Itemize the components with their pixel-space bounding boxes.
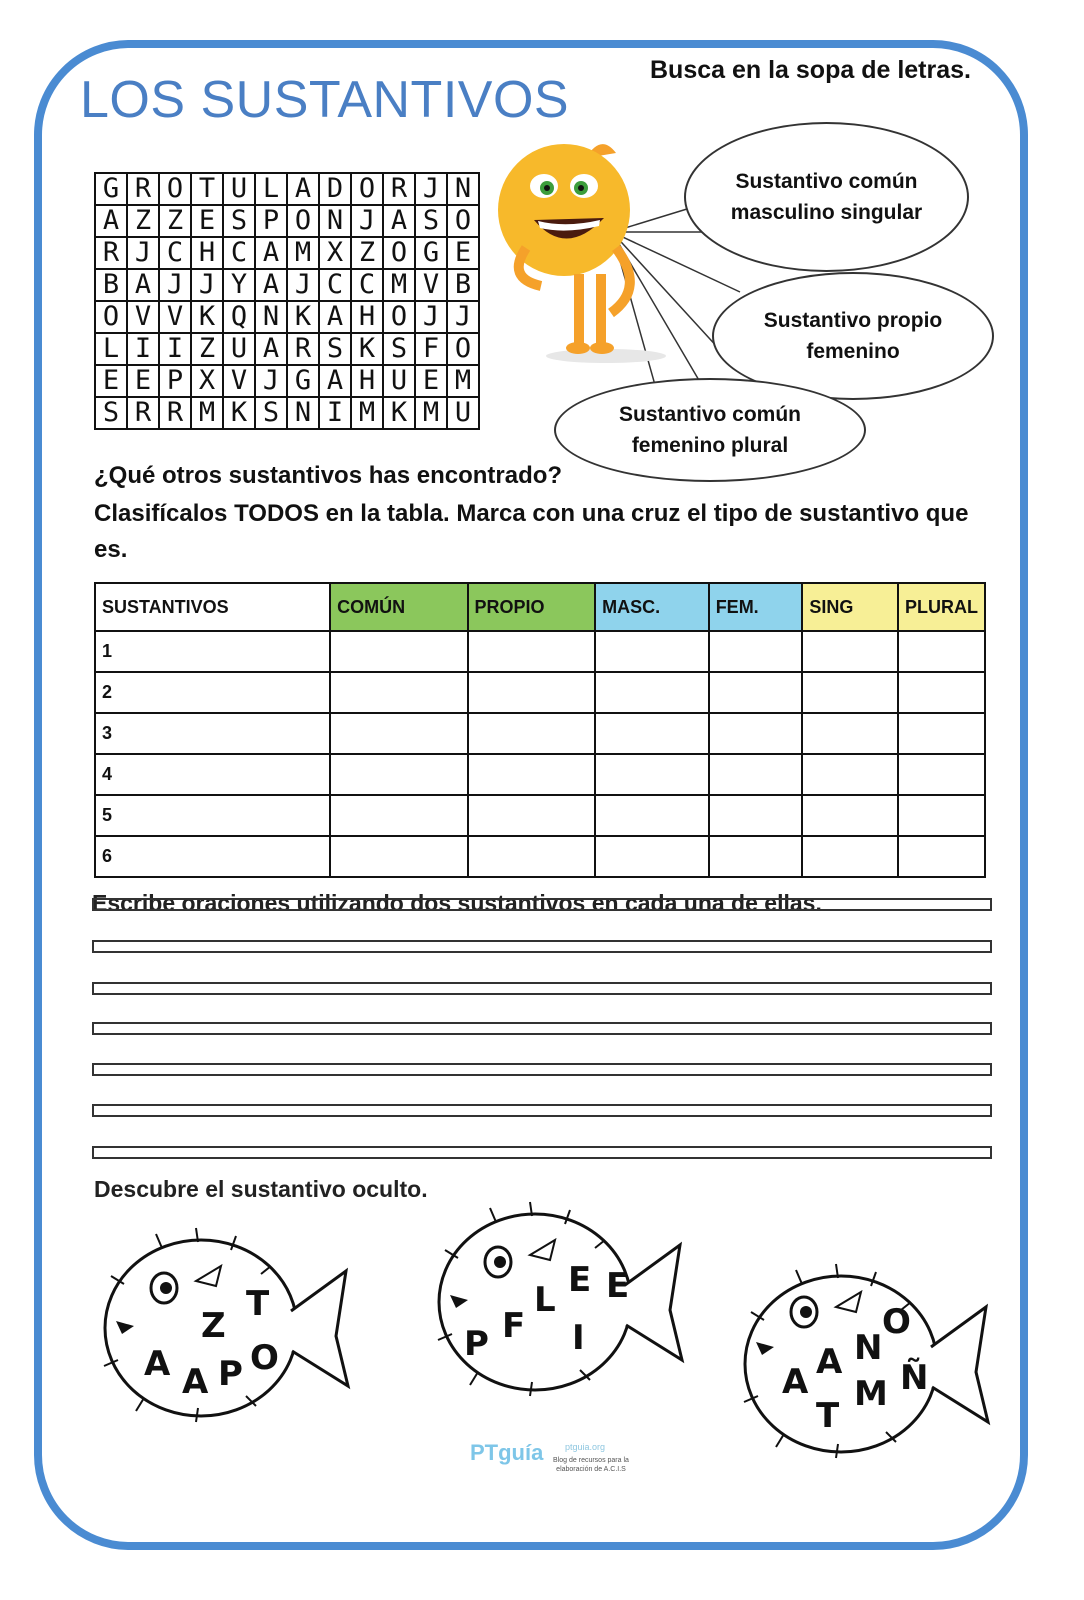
word-search-cell[interactable]: A [319, 365, 351, 397]
check-cell[interactable] [468, 754, 596, 795]
fish-letter: F [502, 1306, 526, 1346]
word-search-cell[interactable]: N [255, 301, 287, 333]
fish-letter: E [568, 1260, 592, 1300]
writing-line[interactable] [92, 898, 992, 911]
word-search-cell[interactable]: J [159, 269, 191, 301]
word-search-cell[interactable]: J [415, 301, 447, 333]
pufferfish-3 [736, 1262, 996, 1462]
word-search-cell[interactable]: P [159, 365, 191, 397]
bubble-text: Sustantivo común masculino singular [730, 170, 923, 224]
row-number[interactable]: 1 [95, 631, 330, 672]
header-sing: SING [802, 583, 898, 631]
word-search-cell[interactable]: H [191, 237, 223, 269]
word-search-cell[interactable]: N [287, 397, 319, 429]
word-search-cell[interactable]: M [447, 365, 479, 397]
emoji-character-illustration [496, 128, 676, 368]
word-search-cell[interactable]: A [383, 205, 415, 237]
word-search-cell[interactable]: J [191, 269, 223, 301]
fish-letter: M [854, 1374, 888, 1414]
word-search-cell[interactable]: C [159, 237, 191, 269]
fish-letter: O [250, 1338, 279, 1378]
check-cell[interactable] [802, 631, 898, 672]
check-cell[interactable] [330, 713, 467, 754]
word-search-cell[interactable]: R [127, 397, 159, 429]
fish-letter: L [534, 1280, 556, 1320]
row-number[interactable]: 3 [95, 713, 330, 754]
check-cell[interactable] [468, 713, 596, 754]
word-search-cell[interactable]: Q [223, 301, 255, 333]
word-search-cell[interactable]: V [159, 301, 191, 333]
page-title: LOS SUSTANTIVOS [80, 71, 570, 129]
writing-line[interactable] [92, 982, 992, 995]
word-search-cell[interactable]: T [191, 173, 223, 205]
check-cell[interactable] [595, 672, 709, 713]
word-search-cell[interactable]: R [287, 333, 319, 365]
fish-letter: T [816, 1396, 840, 1436]
word-search-cell[interactable]: J [287, 269, 319, 301]
word-search-cell[interactable]: D [319, 173, 351, 205]
word-search-cell[interactable]: X [191, 365, 223, 397]
word-search-cell[interactable]: B [447, 269, 479, 301]
word-search-cell[interactable]: M [287, 237, 319, 269]
check-cell[interactable] [468, 631, 596, 672]
fish-letter: A [182, 1362, 209, 1402]
table-row [95, 836, 985, 877]
logo-site: ptguia.org [565, 1442, 606, 1452]
word-search-cell[interactable]: J [415, 173, 447, 205]
word-search-cell[interactable]: J [351, 205, 383, 237]
header-propio: PROPIO [468, 583, 596, 631]
word-search-cell[interactable]: A [255, 333, 287, 365]
sentences-instruction: Escribe oraciones utilizando dos sustantivos en cada una de ellas. [92, 890, 822, 916]
fish-letter: O [882, 1302, 911, 1342]
check-cell[interactable] [595, 713, 709, 754]
word-search-cell[interactable]: M [191, 397, 223, 429]
word-search-cell[interactable]: Y [223, 269, 255, 301]
word-search-cell[interactable]: C [319, 269, 351, 301]
word-search-cell[interactable]: H [351, 365, 383, 397]
fish-letter: A [816, 1342, 843, 1382]
header-plural: PLURAL [898, 583, 985, 631]
word-search-cell[interactable]: M [383, 269, 415, 301]
table-row [95, 795, 985, 836]
word-search-cell[interactable]: P [255, 205, 287, 237]
word-search-cell[interactable]: V [415, 269, 447, 301]
word-search-row [95, 397, 479, 429]
word-search-cell[interactable]: F [415, 333, 447, 365]
check-cell[interactable] [468, 672, 596, 713]
fish-letter: P [218, 1354, 243, 1394]
word-search-cell[interactable]: H [351, 301, 383, 333]
check-cell[interactable] [898, 836, 985, 877]
word-search-cell[interactable]: V [127, 301, 159, 333]
word-search-cell[interactable]: U [383, 365, 415, 397]
check-cell[interactable] [898, 713, 985, 754]
word-search-cell[interactable]: M [415, 397, 447, 429]
word-search-row [95, 333, 479, 365]
word-search-cell[interactable]: C [223, 237, 255, 269]
check-cell[interactable] [595, 795, 709, 836]
word-search-cell[interactable]: E [447, 237, 479, 269]
check-cell[interactable] [330, 795, 467, 836]
table-row [95, 631, 985, 672]
word-search-row [95, 365, 479, 397]
check-cell[interactable] [330, 631, 467, 672]
header-comun: COMÚN [330, 583, 467, 631]
word-search-cell[interactable]: L [255, 173, 287, 205]
word-search-cell[interactable]: J [127, 237, 159, 269]
word-search-cell[interactable]: V [223, 365, 255, 397]
word-search-cell[interactable]: B [95, 269, 127, 301]
logo-mark: PTguía [470, 1440, 544, 1465]
check-cell[interactable] [330, 672, 467, 713]
word-search-cell[interactable]: K [191, 301, 223, 333]
pufferfish-1 [96, 1226, 356, 1426]
word-search-cell[interactable]: E [415, 365, 447, 397]
hidden-noun-instruction: Descubre el sustantivo oculto. [94, 1176, 428, 1202]
word-search-cell[interactable]: E [95, 365, 127, 397]
word-search-cell[interactable]: S [255, 397, 287, 429]
word-search-cell[interactable]: A [287, 173, 319, 205]
word-search-cell[interactable]: O [287, 205, 319, 237]
check-cell[interactable] [709, 631, 803, 672]
header-sustantivos: SUSTANTIVOS [95, 583, 330, 631]
word-search-cell[interactable]: R [95, 237, 127, 269]
check-cell[interactable] [802, 754, 898, 795]
fish-letter: I [572, 1318, 585, 1358]
check-cell[interactable] [802, 795, 898, 836]
word-search-cell[interactable]: K [287, 301, 319, 333]
word-search-cell[interactable]: O [95, 301, 127, 333]
word-search-cell[interactable]: Z [159, 205, 191, 237]
word-search-cell[interactable]: G [415, 237, 447, 269]
row-number[interactable]: 6 [95, 836, 330, 877]
word-search-cell[interactable]: O [159, 173, 191, 205]
fish-letter: N [854, 1328, 883, 1368]
check-cell[interactable] [709, 672, 803, 713]
word-search-cell[interactable]: A [127, 269, 159, 301]
word-search-cell[interactable]: A [255, 269, 287, 301]
word-search-cell[interactable]: S [95, 397, 127, 429]
check-cell[interactable] [802, 713, 898, 754]
word-search-cell[interactable]: U [223, 333, 255, 365]
check-cell[interactable] [802, 672, 898, 713]
check-cell[interactable] [330, 754, 467, 795]
word-search-cell[interactable]: J [447, 301, 479, 333]
row-number[interactable]: 4 [95, 754, 330, 795]
word-search-cell[interactable]: C [351, 269, 383, 301]
pufferfish-icon [96, 1226, 356, 1426]
classification-table [94, 582, 986, 878]
word-search-cell[interactable]: R [159, 397, 191, 429]
check-cell[interactable] [898, 631, 985, 672]
word-search-cell[interactable]: N [447, 173, 479, 205]
check-cell[interactable] [468, 795, 596, 836]
check-cell[interactable] [330, 836, 467, 877]
check-cell[interactable] [709, 836, 803, 877]
word-search-cell[interactable]: G [287, 365, 319, 397]
writing-line[interactable] [92, 1063, 992, 1076]
word-search-cell[interactable]: O [447, 333, 479, 365]
word-search-instruction: Busca en la sopa de letras. [650, 56, 971, 84]
word-search-cell[interactable]: K [223, 397, 255, 429]
fish-letter: A [144, 1344, 171, 1384]
word-search-cell[interactable]: S [319, 333, 351, 365]
ptguia-logo[interactable] [470, 1440, 650, 1490]
word-search-cell[interactable]: O [383, 237, 415, 269]
fish-letter: Ñ [900, 1358, 929, 1398]
word-search-grid [94, 172, 480, 430]
check-cell[interactable] [898, 754, 985, 795]
check-cell[interactable] [709, 713, 803, 754]
word-search-cell[interactable]: N [319, 205, 351, 237]
word-search-cell[interactable]: X [319, 237, 351, 269]
fish-letter: P [464, 1324, 489, 1364]
table-row [95, 672, 985, 713]
check-cell[interactable] [595, 631, 709, 672]
word-search-cell[interactable]: Z [351, 237, 383, 269]
fish-letter: E [606, 1266, 630, 1306]
word-search-cell[interactable]: A [95, 205, 127, 237]
writing-line[interactable] [92, 940, 992, 953]
word-search-cell[interactable]: O [351, 173, 383, 205]
word-search-cell[interactable]: K [351, 333, 383, 365]
word-search-cell[interactable]: I [319, 397, 351, 429]
word-search-cell[interactable]: K [383, 397, 415, 429]
pufferfish-2 [430, 1200, 690, 1400]
word-search-cell[interactable]: R [127, 173, 159, 205]
question-found-nouns: ¿Qué otros sustantivos has encontrado? [94, 462, 563, 489]
pufferfish-icon [430, 1200, 690, 1400]
word-search-row [95, 237, 479, 269]
word-search-cell[interactable]: M [351, 397, 383, 429]
word-search-cell[interactable]: S [415, 205, 447, 237]
word-search-cell[interactable]: E [127, 365, 159, 397]
word-search-cell[interactable]: O [447, 205, 479, 237]
row-number[interactable]: 5 [95, 795, 330, 836]
check-cell[interactable] [898, 672, 985, 713]
bubble-text: Sustantivo común femenino plural [618, 403, 802, 457]
check-cell[interactable] [595, 754, 709, 795]
word-search-cell[interactable]: I [127, 333, 159, 365]
word-search-cell[interactable]: A [255, 237, 287, 269]
check-cell[interactable] [709, 754, 803, 795]
word-search-cell[interactable]: S [383, 333, 415, 365]
word-search-cell[interactable]: Z [127, 205, 159, 237]
word-search-cell[interactable]: E [191, 205, 223, 237]
writing-line[interactable] [92, 1104, 992, 1117]
word-search-cell[interactable]: I [159, 333, 191, 365]
word-search-cell[interactable]: U [223, 173, 255, 205]
speech-bubble-common-feminine-plural [554, 378, 866, 482]
writing-line[interactable] [92, 1022, 992, 1035]
check-cell[interactable] [898, 795, 985, 836]
word-search-row [95, 301, 479, 333]
word-search-row [95, 269, 479, 301]
row-number[interactable]: 2 [95, 672, 330, 713]
question-classify: Clasifícalos TODOS en la tabla. Marca con una cruz el tipo de sustantivo que es. [94, 500, 969, 563]
word-search-row [95, 205, 479, 237]
writing-line[interactable] [92, 1146, 992, 1159]
word-search-cell[interactable]: G [95, 173, 127, 205]
header-fem: FEM. [709, 583, 803, 631]
fish-letter: A [782, 1362, 809, 1402]
word-search-row [95, 173, 479, 205]
word-search-cell[interactable]: Z [191, 333, 223, 365]
fish-letter: T [246, 1284, 270, 1324]
check-cell[interactable] [802, 836, 898, 877]
word-search-cell[interactable]: O [383, 301, 415, 333]
fish-letter: Z [201, 1306, 226, 1346]
table-row [95, 713, 985, 754]
word-search-cell[interactable]: U [447, 397, 479, 429]
speech-bubble-common-masculine-singular [684, 122, 969, 272]
word-search-cell[interactable]: L [95, 333, 127, 365]
check-cell[interactable] [468, 836, 596, 877]
word-search-cell[interactable]: R [383, 173, 415, 205]
word-search-cell[interactable]: A [319, 301, 351, 333]
logo-description: Blog de recursos para la elaboración de A.C.I.S [553, 1457, 629, 1473]
check-cell[interactable] [595, 836, 709, 877]
word-search-cell[interactable]: J [255, 365, 287, 397]
bubble-text: Sustantivo propio femenino [763, 309, 943, 363]
table-row [95, 754, 985, 795]
header-masc: MASC. [595, 583, 709, 631]
check-cell[interactable] [709, 795, 803, 836]
word-search-cell[interactable]: S [223, 205, 255, 237]
